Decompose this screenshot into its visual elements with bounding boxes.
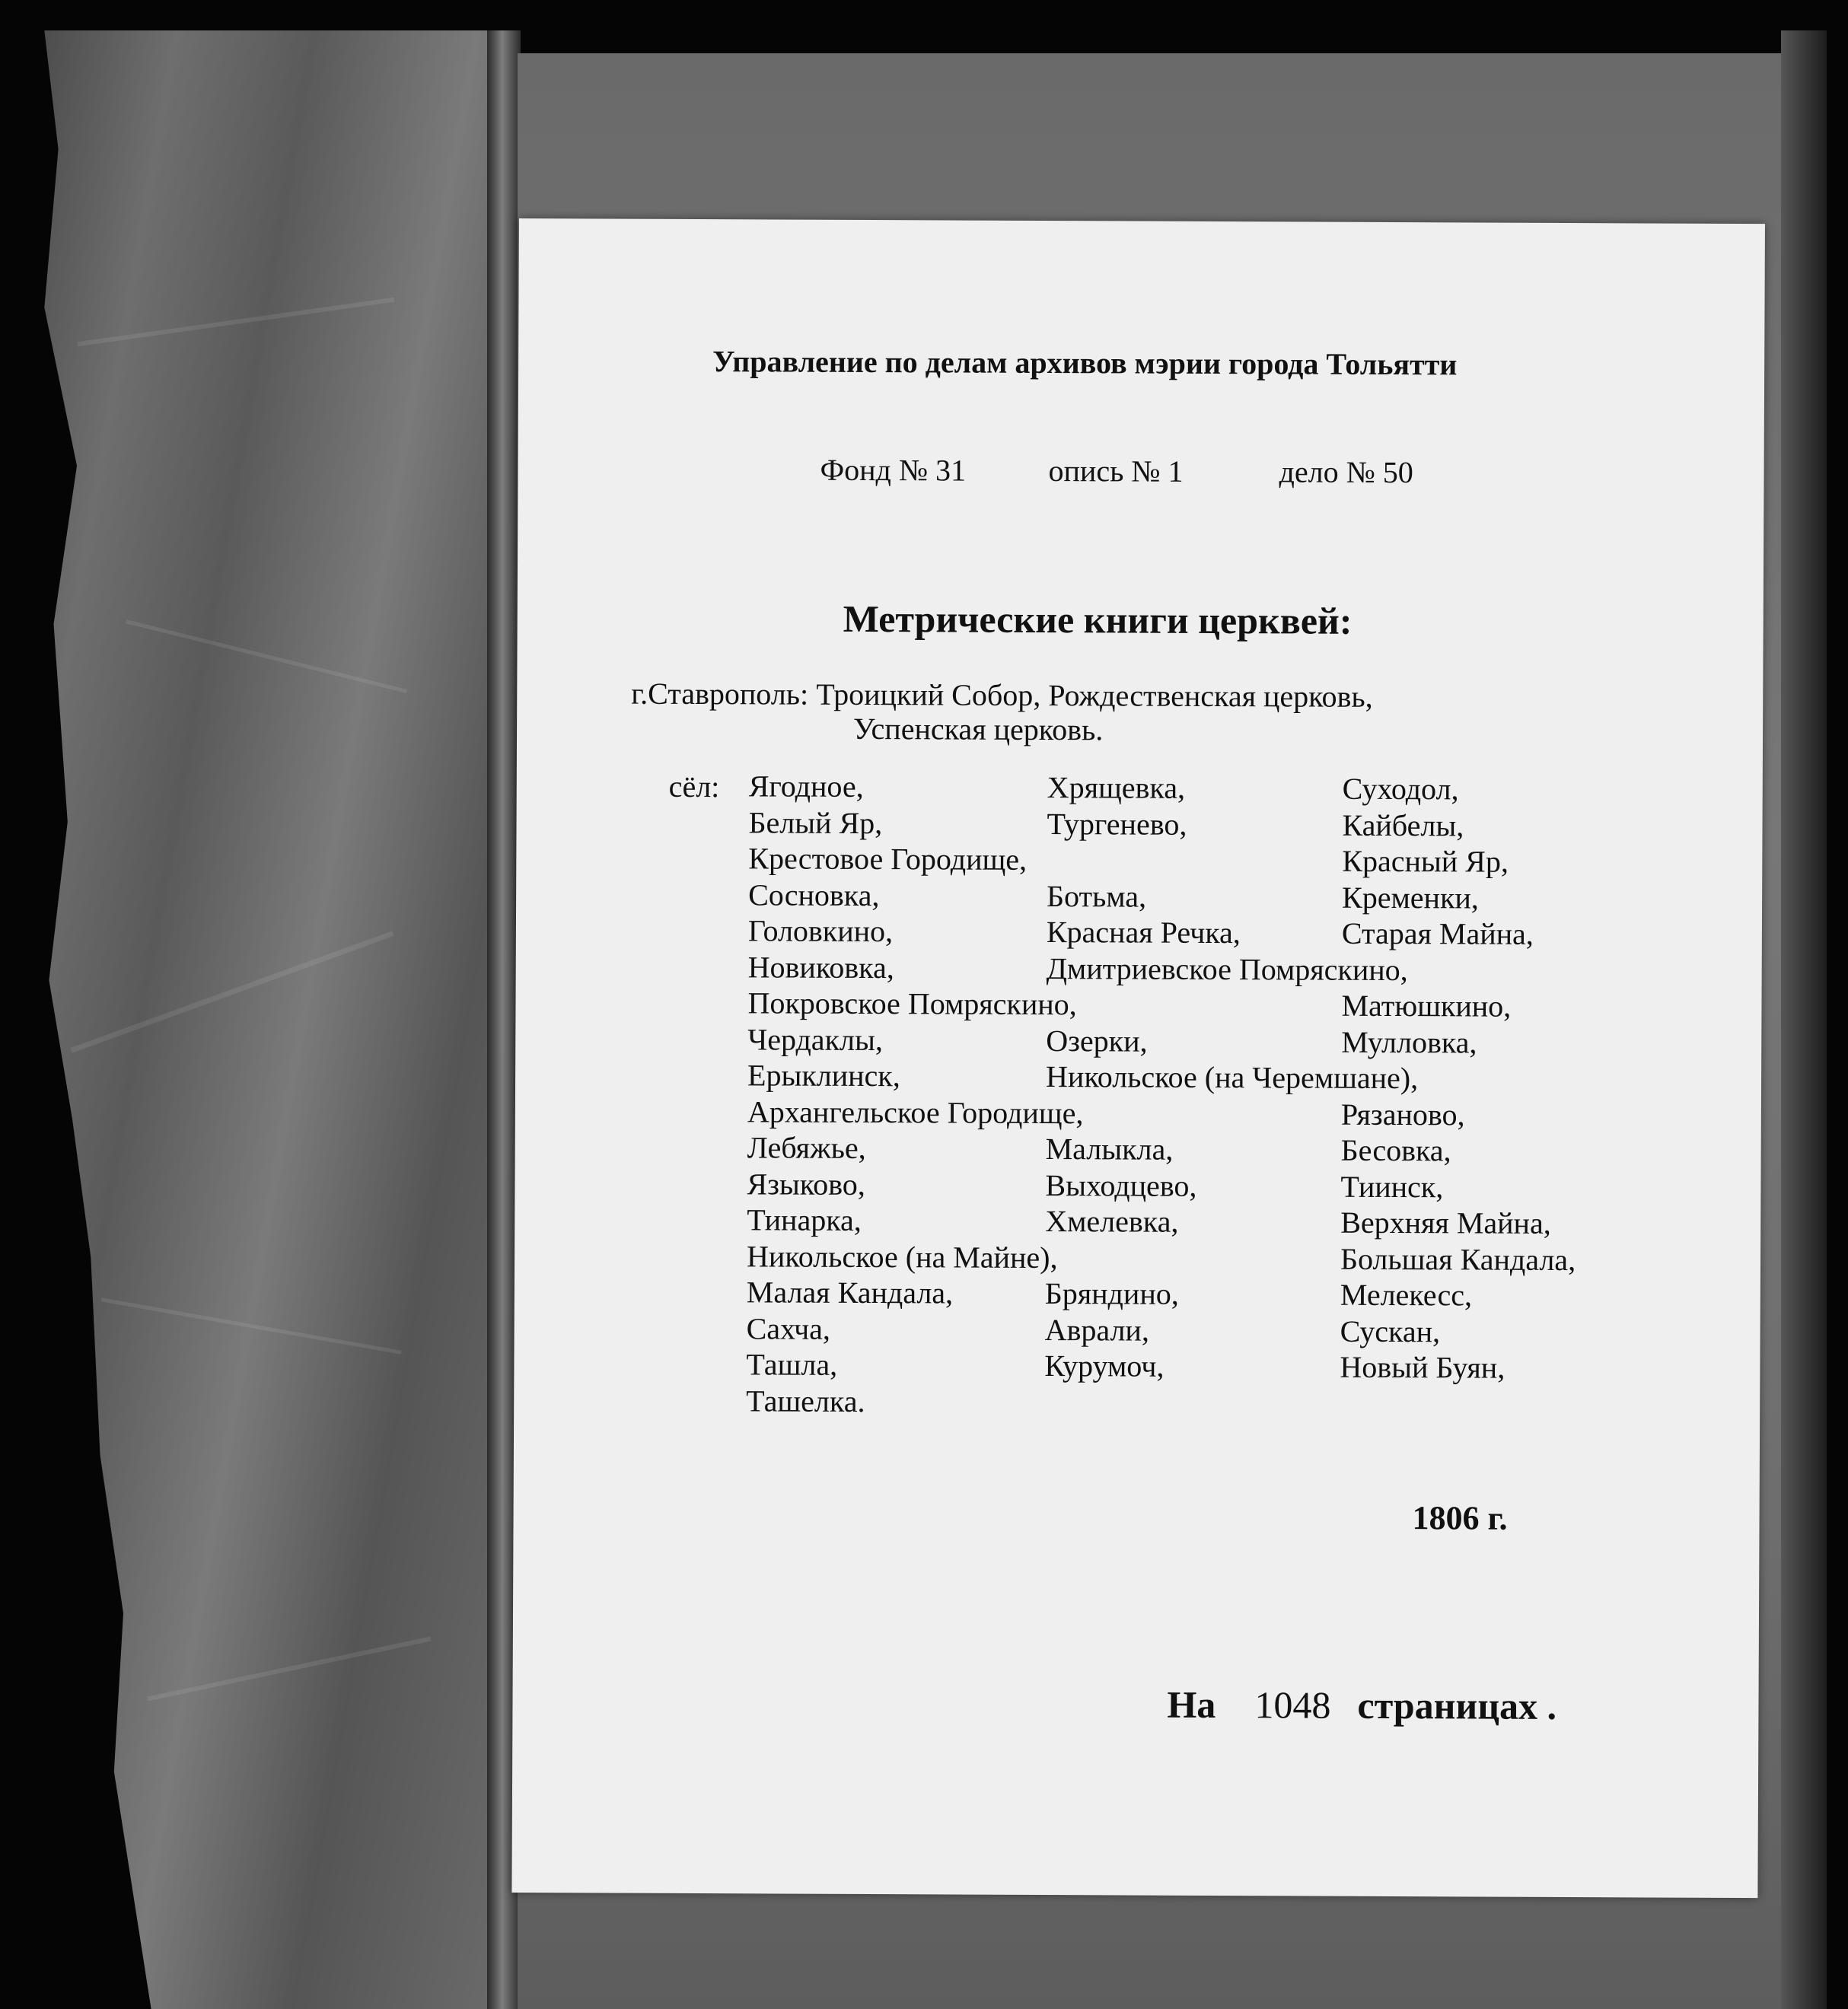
document-heading: Метрические книги церквей: bbox=[843, 597, 1353, 642]
village-name: Покровское Помряскино, bbox=[747, 985, 1077, 1022]
pages-count: 1048 bbox=[1254, 1683, 1331, 1727]
village-name: Хмелевка, bbox=[1045, 1204, 1179, 1239]
village-name: Ерыклинск, bbox=[747, 1058, 900, 1094]
village-name: Бесовка, bbox=[1340, 1132, 1451, 1168]
village-name: Архангельское Городище, bbox=[747, 1094, 1084, 1130]
pages-prefix: На bbox=[1167, 1683, 1216, 1727]
folder-cover-left bbox=[30, 30, 495, 2009]
paper-crease bbox=[126, 619, 407, 693]
paper-crease bbox=[101, 1297, 402, 1354]
village-name: Бряндино, bbox=[1044, 1276, 1179, 1311]
folder-edge bbox=[1781, 30, 1827, 2009]
village-name: Языково, bbox=[747, 1166, 865, 1202]
village-name: Чердаклы, bbox=[747, 1021, 884, 1057]
village-name: Большая Кандала, bbox=[1340, 1241, 1576, 1277]
village-name: Малая Кандала, bbox=[746, 1275, 954, 1310]
village-name: Головкино, bbox=[747, 913, 894, 949]
village-name: Крестовое Городище, bbox=[748, 841, 1028, 877]
village-name: Аврали, bbox=[1044, 1312, 1149, 1348]
village-name: Матюшкино, bbox=[1341, 988, 1512, 1024]
city-churches-line-1: Троицкий Собор, Рождественская церковь, bbox=[816, 677, 1373, 714]
village-name: Тиинск, bbox=[1340, 1169, 1444, 1204]
village-name: Новиковка, bbox=[747, 949, 894, 985]
delo-number: дело № 50 bbox=[1279, 454, 1413, 490]
village-name: Белый Яр, bbox=[748, 804, 883, 840]
paper-crease bbox=[70, 931, 393, 1052]
village-name: Мелекесс, bbox=[1340, 1277, 1473, 1313]
villages-label: сёл: bbox=[668, 769, 720, 804]
village-name: Курумоч, bbox=[1044, 1348, 1165, 1383]
organization-title: Управление по делам архивов мэрии города Тольятти bbox=[712, 344, 1458, 382]
paper-crease bbox=[148, 1637, 432, 1702]
village-name: Хрящевка, bbox=[1047, 770, 1186, 805]
village-name: Сосновка, bbox=[748, 877, 880, 912]
fond-number: Фонд № 31 bbox=[820, 452, 967, 488]
village-name: Кременки, bbox=[1342, 880, 1479, 915]
village-name: Выходцево, bbox=[1045, 1167, 1197, 1203]
village-name: Малыкла, bbox=[1045, 1132, 1174, 1167]
village-name: Ташла, bbox=[746, 1347, 838, 1382]
village-name: Озерки, bbox=[1046, 1023, 1148, 1059]
city-label: г.Ставрополь: bbox=[631, 676, 809, 712]
city-churches-line-2: Успенская церковь. bbox=[852, 711, 1104, 747]
archive-label-sheet bbox=[511, 218, 1765, 1898]
village-name: Ботьма, bbox=[1047, 878, 1147, 914]
village-name: Сускан, bbox=[1340, 1313, 1441, 1348]
village-name: Кайбелы, bbox=[1342, 807, 1464, 842]
village-name: Ягодное, bbox=[748, 769, 864, 804]
village-name: Мулловка, bbox=[1341, 1024, 1477, 1060]
village-name: Лебяжье, bbox=[747, 1130, 866, 1165]
village-name: Рязаново, bbox=[1340, 1097, 1465, 1132]
pages-suffix: страницах . bbox=[1357, 1683, 1557, 1727]
paper-crease bbox=[78, 298, 395, 346]
village-name: Тинарка, bbox=[747, 1202, 862, 1237]
village-name: Красная Речка, bbox=[1046, 915, 1241, 950]
village-name: Новый Буян, bbox=[1340, 1349, 1505, 1385]
village-name: Красный Яр, bbox=[1342, 843, 1509, 879]
village-name: Дмитриевское Помряскино, bbox=[1046, 950, 1408, 987]
village-name: Суходол, bbox=[1342, 771, 1459, 807]
year: 1806 г. bbox=[1412, 1499, 1508, 1537]
village-name: Сахча, bbox=[746, 1310, 831, 1346]
village-name: Старая Майна, bbox=[1341, 915, 1534, 951]
village-name: Никольское (на Черемшане), bbox=[1045, 1059, 1419, 1096]
village-name: Тургенево, bbox=[1047, 806, 1187, 842]
opis-number: опись № 1 bbox=[1048, 454, 1184, 489]
village-name: Верхняя Майна, bbox=[1340, 1205, 1551, 1240]
village-name: Никольское (на Майне), bbox=[746, 1238, 1058, 1275]
village-name: Ташелка. bbox=[746, 1383, 865, 1418]
